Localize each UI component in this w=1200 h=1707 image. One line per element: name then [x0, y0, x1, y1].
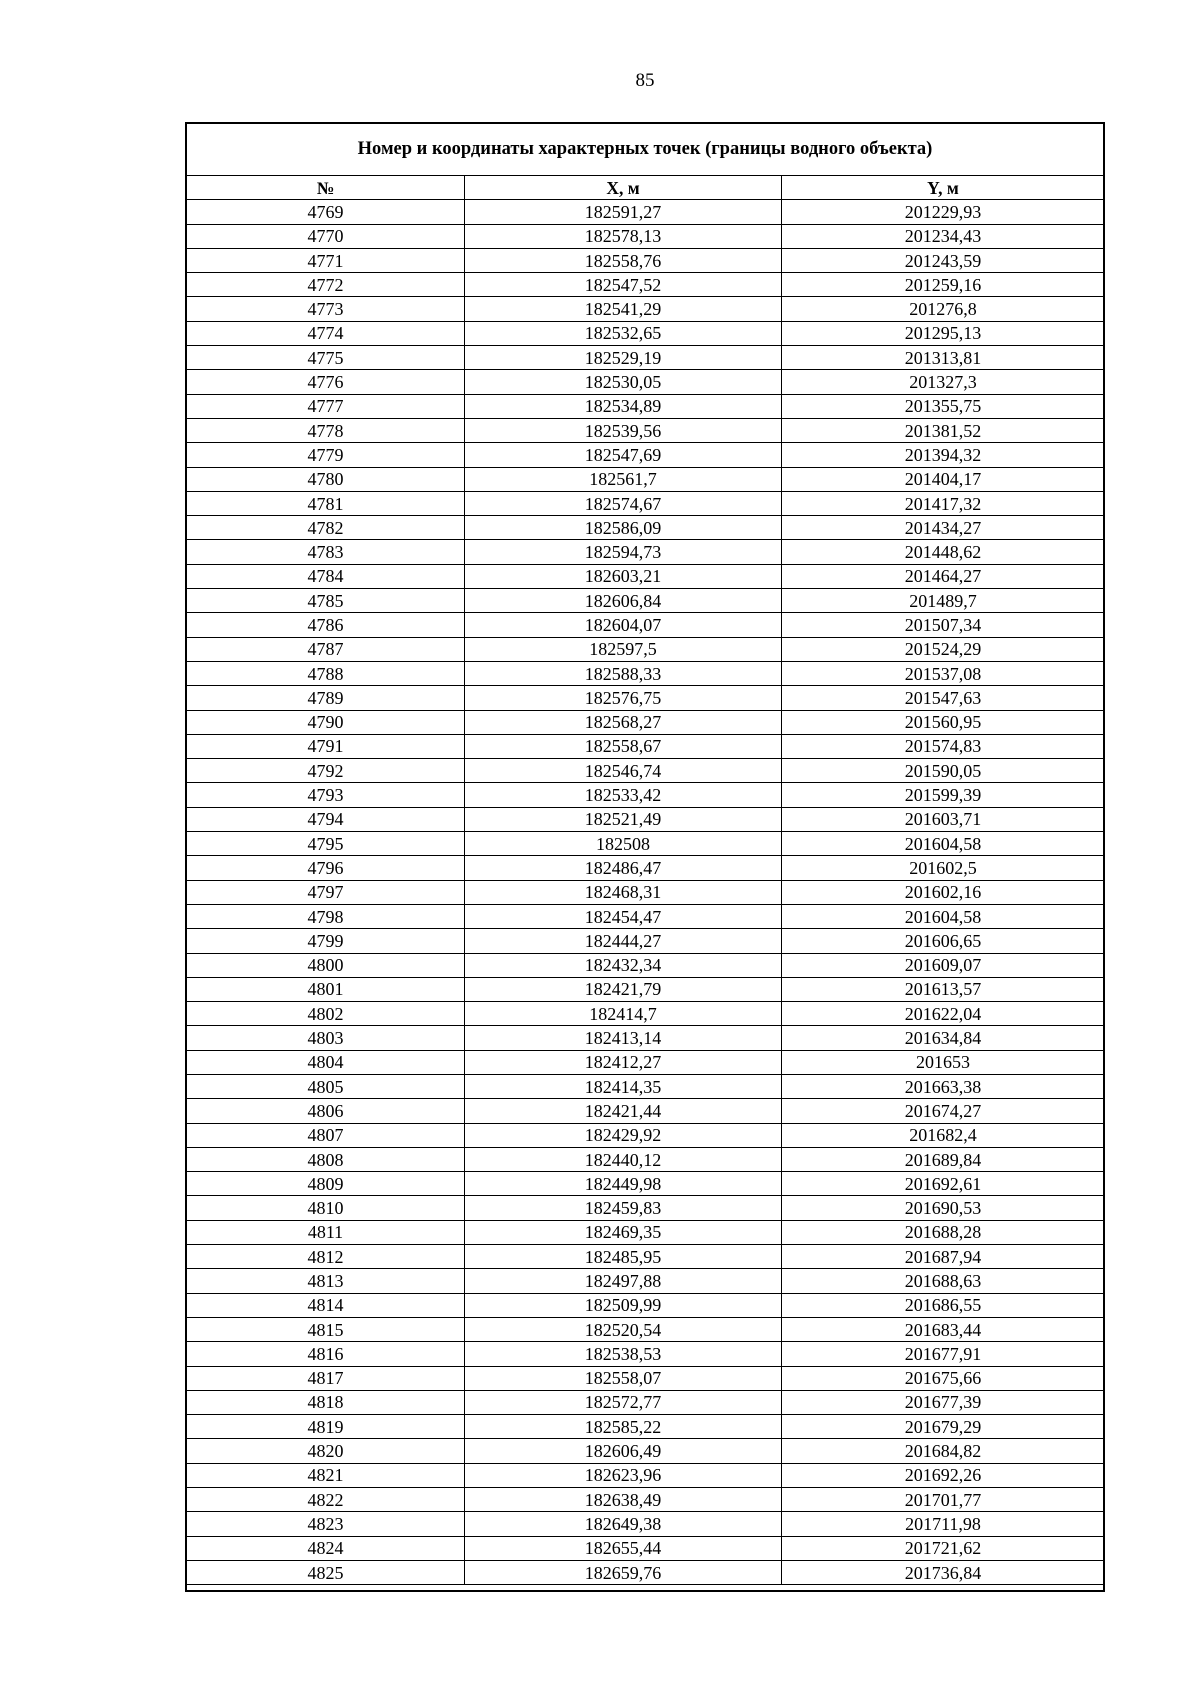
table-row [187, 1147, 1105, 1171]
cell-y: 201606,65 [782, 929, 1105, 953]
table-row [187, 686, 1105, 710]
cell-number: 4814 [187, 1293, 465, 1317]
table-row [187, 1026, 1105, 1050]
table-header-row [187, 176, 1105, 200]
cell-y: 201507,34 [782, 613, 1105, 637]
cell-number: 4812 [187, 1245, 465, 1269]
cell-number: 4780 [187, 467, 465, 491]
cell-x: 182533,42 [465, 783, 782, 807]
cell-x: 182509,99 [465, 1293, 782, 1317]
cell-number: 4824 [187, 1536, 465, 1560]
table-row [187, 807, 1105, 831]
cell-x: 182532,65 [465, 321, 782, 345]
cell-y: 201675,66 [782, 1366, 1105, 1390]
cell-y: 201690,53 [782, 1196, 1105, 1220]
table-row [187, 759, 1105, 783]
cell-number: 4783 [187, 540, 465, 564]
cell-y: 201653 [782, 1050, 1105, 1074]
cell-number: 4822 [187, 1488, 465, 1512]
cell-number: 4817 [187, 1366, 465, 1390]
table-row [187, 1317, 1105, 1341]
cell-y: 201394,32 [782, 443, 1105, 467]
table-row [187, 1099, 1105, 1123]
table-row [187, 953, 1105, 977]
cell-x: 182414,7 [465, 1002, 782, 1026]
cell-y: 201276,8 [782, 297, 1105, 321]
cell-number: 4797 [187, 880, 465, 904]
cell-x: 182594,73 [465, 540, 782, 564]
cell-x: 182538,53 [465, 1342, 782, 1366]
cell-number: 4786 [187, 613, 465, 637]
cell-y: 201677,91 [782, 1342, 1105, 1366]
cell-y: 201613,57 [782, 977, 1105, 1001]
cell-number: 4771 [187, 248, 465, 272]
cell-y: 201434,27 [782, 516, 1105, 540]
cell-y: 201721,62 [782, 1536, 1105, 1560]
cell-y: 201381,52 [782, 418, 1105, 442]
cell-y: 201295,13 [782, 321, 1105, 345]
cell-y: 201683,44 [782, 1317, 1105, 1341]
coordinates-table-frame [185, 122, 1105, 1592]
table-row [187, 904, 1105, 928]
table-row [187, 370, 1105, 394]
cell-y: 201602,16 [782, 880, 1105, 904]
cell-x: 182468,31 [465, 880, 782, 904]
table-row [187, 491, 1105, 515]
coordinates-table [186, 175, 1105, 1585]
cell-y: 201524,29 [782, 637, 1105, 661]
cell-y: 201711,98 [782, 1512, 1105, 1536]
table-row [187, 564, 1105, 588]
cell-x: 182561,7 [465, 467, 782, 491]
cell-y: 201688,63 [782, 1269, 1105, 1293]
cell-number: 4782 [187, 516, 465, 540]
cell-y: 201604,58 [782, 832, 1105, 856]
cell-x: 182568,27 [465, 710, 782, 734]
cell-number: 4816 [187, 1342, 465, 1366]
cell-x: 182655,44 [465, 1536, 782, 1560]
cell-number: 4801 [187, 977, 465, 1001]
table-row [187, 1488, 1105, 1512]
table-row [187, 589, 1105, 613]
table-row [187, 297, 1105, 321]
cell-y: 201574,83 [782, 734, 1105, 758]
cell-number: 4798 [187, 904, 465, 928]
cell-number: 4787 [187, 637, 465, 661]
cell-number: 4810 [187, 1196, 465, 1220]
cell-x: 182520,54 [465, 1317, 782, 1341]
cell-x: 182649,38 [465, 1512, 782, 1536]
table-row [187, 1366, 1105, 1390]
cell-number: 4773 [187, 297, 465, 321]
cell-y: 201609,07 [782, 953, 1105, 977]
cell-number: 4820 [187, 1439, 465, 1463]
cell-number: 4770 [187, 224, 465, 248]
cell-x: 182440,12 [465, 1147, 782, 1171]
cell-y: 201692,26 [782, 1463, 1105, 1487]
cell-x: 182469,35 [465, 1220, 782, 1244]
cell-number: 4809 [187, 1172, 465, 1196]
table-row [187, 418, 1105, 442]
cell-number: 4781 [187, 491, 465, 515]
cell-x: 182606,84 [465, 589, 782, 613]
table-row [187, 783, 1105, 807]
table-body [187, 200, 1105, 1585]
cell-x: 182529,19 [465, 346, 782, 370]
table-row [187, 200, 1105, 224]
cell-x: 182414,35 [465, 1074, 782, 1098]
table-row [187, 346, 1105, 370]
cell-x: 182603,21 [465, 564, 782, 588]
cell-y: 201687,94 [782, 1245, 1105, 1269]
cell-x: 182485,95 [465, 1245, 782, 1269]
cell-y: 201313,81 [782, 346, 1105, 370]
table-row [187, 394, 1105, 418]
cell-number: 4821 [187, 1463, 465, 1487]
table-row [187, 1002, 1105, 1026]
cell-y: 201663,38 [782, 1074, 1105, 1098]
cell-number: 4791 [187, 734, 465, 758]
cell-x: 182659,76 [465, 1560, 782, 1584]
cell-y: 201327,3 [782, 370, 1105, 394]
cell-y: 201404,17 [782, 467, 1105, 491]
table-row [187, 1463, 1105, 1487]
cell-y: 201229,93 [782, 200, 1105, 224]
cell-y: 201634,84 [782, 1026, 1105, 1050]
cell-number: 4790 [187, 710, 465, 734]
cell-number: 4788 [187, 661, 465, 685]
cell-x: 182421,79 [465, 977, 782, 1001]
cell-x: 182521,49 [465, 807, 782, 831]
table-row [187, 1050, 1105, 1074]
cell-y: 201537,08 [782, 661, 1105, 685]
cell-x: 182444,27 [465, 929, 782, 953]
cell-x: 182539,56 [465, 418, 782, 442]
cell-number: 4789 [187, 686, 465, 710]
table-row [187, 321, 1105, 345]
cell-x: 182534,89 [465, 394, 782, 418]
cell-number: 4818 [187, 1390, 465, 1414]
cell-y: 201736,84 [782, 1560, 1105, 1584]
cell-x: 182413,14 [465, 1026, 782, 1050]
cell-y: 201599,39 [782, 783, 1105, 807]
cell-x: 182547,52 [465, 273, 782, 297]
header-y: Y, м [782, 176, 1105, 200]
cell-number: 4804 [187, 1050, 465, 1074]
table-row [187, 856, 1105, 880]
cell-number: 4819 [187, 1415, 465, 1439]
table-row [187, 977, 1105, 1001]
cell-y: 201560,95 [782, 710, 1105, 734]
cell-x: 182459,83 [465, 1196, 782, 1220]
cell-number: 4769 [187, 200, 465, 224]
cell-number: 4806 [187, 1099, 465, 1123]
table-row [187, 1439, 1105, 1463]
table-row [187, 1512, 1105, 1536]
cell-number: 4792 [187, 759, 465, 783]
cell-y: 201604,58 [782, 904, 1105, 928]
cell-x: 182508 [465, 832, 782, 856]
cell-y: 201355,75 [782, 394, 1105, 418]
cell-x: 182574,67 [465, 491, 782, 515]
cell-x: 182578,13 [465, 224, 782, 248]
table-row [187, 540, 1105, 564]
cell-y: 201679,29 [782, 1415, 1105, 1439]
cell-y: 201243,59 [782, 248, 1105, 272]
cell-x: 182588,33 [465, 661, 782, 685]
table-row [187, 880, 1105, 904]
cell-y: 201448,62 [782, 540, 1105, 564]
table-row [187, 1245, 1105, 1269]
cell-y: 201684,82 [782, 1439, 1105, 1463]
table-row [187, 1269, 1105, 1293]
table-row [187, 1123, 1105, 1147]
cell-x: 182449,98 [465, 1172, 782, 1196]
cell-x: 182429,92 [465, 1123, 782, 1147]
cell-number: 4785 [187, 589, 465, 613]
table-row [187, 1172, 1105, 1196]
cell-number: 4778 [187, 418, 465, 442]
cell-number: 4825 [187, 1560, 465, 1584]
cell-number: 4796 [187, 856, 465, 880]
cell-y: 201603,71 [782, 807, 1105, 831]
table-row [187, 832, 1105, 856]
cell-y: 201701,77 [782, 1488, 1105, 1512]
table-row [187, 1560, 1105, 1584]
cell-number: 4799 [187, 929, 465, 953]
cell-x: 182541,29 [465, 297, 782, 321]
cell-x: 182486,47 [465, 856, 782, 880]
cell-x: 182606,49 [465, 1439, 782, 1463]
table-row [187, 467, 1105, 491]
cell-number: 4775 [187, 346, 465, 370]
table-row [187, 224, 1105, 248]
cell-y: 201234,43 [782, 224, 1105, 248]
cell-number: 4795 [187, 832, 465, 856]
table-row [187, 734, 1105, 758]
cell-number: 4784 [187, 564, 465, 588]
cell-y: 201692,61 [782, 1172, 1105, 1196]
cell-number: 4805 [187, 1074, 465, 1098]
cell-x: 182454,47 [465, 904, 782, 928]
cell-y: 201602,5 [782, 856, 1105, 880]
cell-y: 201688,28 [782, 1220, 1105, 1244]
cell-y: 201674,27 [782, 1099, 1105, 1123]
table-row [187, 637, 1105, 661]
cell-x: 182432,34 [465, 953, 782, 977]
cell-number: 4774 [187, 321, 465, 345]
cell-x: 182597,5 [465, 637, 782, 661]
cell-number: 4777 [187, 394, 465, 418]
cell-x: 182530,05 [465, 370, 782, 394]
table-row [187, 1390, 1105, 1414]
table-row [187, 273, 1105, 297]
table-row [187, 1074, 1105, 1098]
cell-number: 4815 [187, 1317, 465, 1341]
page-number: 85 [635, 70, 655, 91]
cell-y: 201677,39 [782, 1390, 1105, 1414]
cell-x: 182421,44 [465, 1099, 782, 1123]
table-row [187, 1196, 1105, 1220]
cell-y: 201682,4 [782, 1123, 1105, 1147]
cell-x: 182586,09 [465, 516, 782, 540]
cell-x: 182604,07 [465, 613, 782, 637]
table-row [187, 516, 1105, 540]
cell-x: 182546,74 [465, 759, 782, 783]
cell-number: 4803 [187, 1026, 465, 1050]
cell-x: 182558,67 [465, 734, 782, 758]
cell-number: 4811 [187, 1220, 465, 1244]
cell-y: 201686,55 [782, 1293, 1105, 1317]
cell-x: 182576,75 [465, 686, 782, 710]
cell-x: 182558,76 [465, 248, 782, 272]
cell-number: 4772 [187, 273, 465, 297]
table-row [187, 613, 1105, 637]
cell-number: 4776 [187, 370, 465, 394]
cell-number: 4813 [187, 1269, 465, 1293]
cell-x: 182412,27 [465, 1050, 782, 1074]
cell-x: 182547,69 [465, 443, 782, 467]
table-row [187, 248, 1105, 272]
cell-x: 182585,22 [465, 1415, 782, 1439]
cell-y: 201689,84 [782, 1147, 1105, 1171]
cell-y: 201590,05 [782, 759, 1105, 783]
cell-y: 201259,16 [782, 273, 1105, 297]
table-row [187, 1342, 1105, 1366]
cell-y: 201547,63 [782, 686, 1105, 710]
table-row [187, 710, 1105, 734]
cell-number: 4802 [187, 1002, 465, 1026]
header-number: № [187, 176, 465, 200]
cell-x: 182591,27 [465, 200, 782, 224]
cell-number: 4823 [187, 1512, 465, 1536]
table-row [187, 443, 1105, 467]
cell-x: 182623,96 [465, 1463, 782, 1487]
table-row [187, 1293, 1105, 1317]
table-row [187, 1220, 1105, 1244]
cell-number: 4794 [187, 807, 465, 831]
table-row [187, 1415, 1105, 1439]
table-row [187, 929, 1105, 953]
table-title: Номер и координаты характерных точек (границы водного объекта) [357, 139, 933, 159]
cell-x: 182497,88 [465, 1269, 782, 1293]
header-x: X, м [465, 176, 782, 200]
cell-number: 4779 [187, 443, 465, 467]
table-row [187, 661, 1105, 685]
cell-y: 201622,04 [782, 1002, 1105, 1026]
cell-number: 4793 [187, 783, 465, 807]
cell-number: 4800 [187, 953, 465, 977]
table-row [187, 1536, 1105, 1560]
cell-x: 182572,77 [465, 1390, 782, 1414]
cell-y: 201489,7 [782, 589, 1105, 613]
cell-number: 4807 [187, 1123, 465, 1147]
cell-y: 201417,32 [782, 491, 1105, 515]
cell-x: 182638,49 [465, 1488, 782, 1512]
cell-x: 182558,07 [465, 1366, 782, 1390]
cell-y: 201464,27 [782, 564, 1105, 588]
cell-number: 4808 [187, 1147, 465, 1171]
